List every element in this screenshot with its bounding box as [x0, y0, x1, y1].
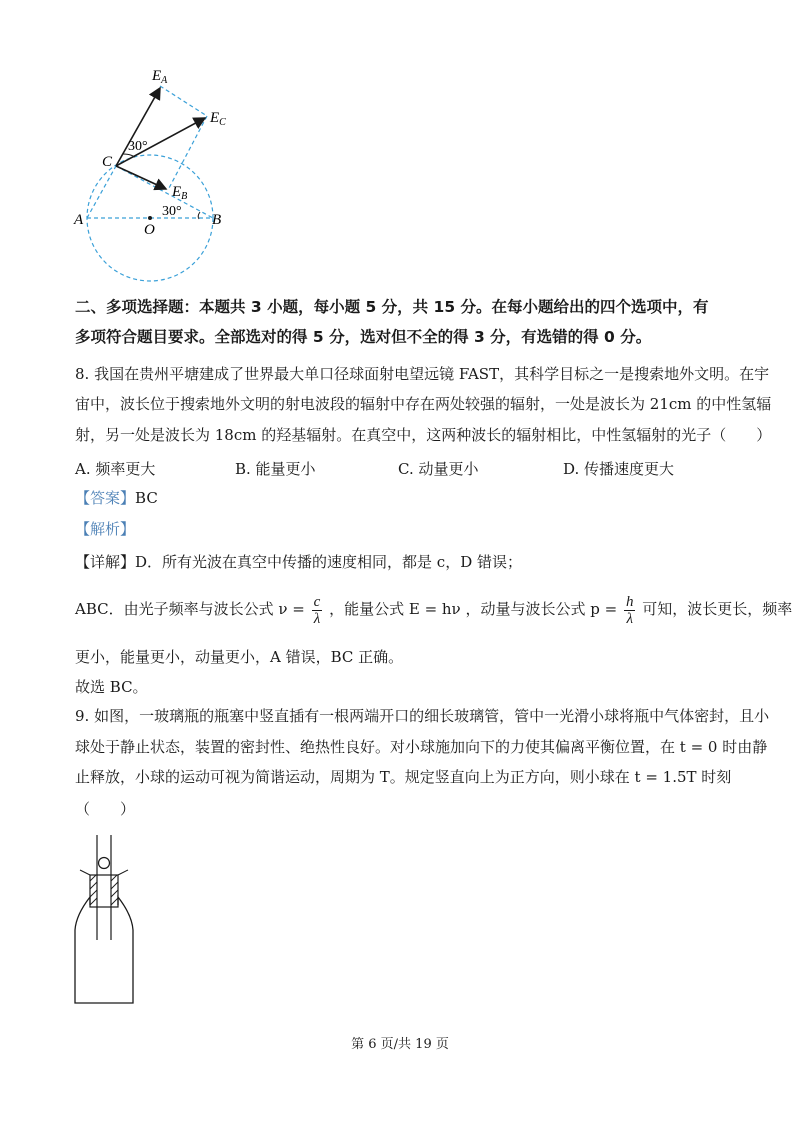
- q8-answer: [75, 488, 158, 508]
- q8-line2: 宙中，波长位于搜索地外文明的射电波段的辐射中存在两处较强的辐射，一处是波长为 21cm 的中性氢辐: [75, 395, 772, 413]
- label-eb: E: [172, 184, 182, 200]
- q8-detail-line2: [75, 591, 792, 627]
- answer-value: BC: [135, 489, 158, 507]
- section-heading-line2: 多项符合题目要求。全部选对的得 5 分，选对但不全的得 3 分，有选错的得 0 分。: [75, 328, 652, 346]
- detail-text-2a: ABC．由光子频率与波长公式 ν =: [75, 600, 305, 618]
- q9-line2: 球处于静止状态，装置的密封性、绝热性良好。对小球施加向下的力使其偏离平衡位置，在 t = 0 时由静: [75, 738, 768, 756]
- q9-line4: （ ）: [75, 800, 136, 818]
- vector-eb: [116, 166, 166, 189]
- parallelogram-top: [160, 86, 207, 116]
- q9-line3: 止释放，小球的运动可视为简谐运动，周期为 T。规定竖直向上为正方向，则小球在 t = 1.5T 时刻: [75, 768, 732, 786]
- ball: [99, 858, 110, 869]
- detail-tag: 【详解】: [75, 553, 136, 571]
- page-footer: 第 6 页/共 19 页: [351, 1037, 449, 1052]
- section-heading-line1: 二、多项选择题：本题共 3 小题，每小题 5 分，共 15 分。在每小题给出的四个选项中，有: [75, 298, 709, 316]
- q8-option-c: C. 动量更小: [398, 460, 479, 478]
- electric-field-diagram: [60, 60, 260, 290]
- label-angle-top: 30°: [128, 139, 148, 154]
- analysis-tag: 【解析】: [75, 520, 136, 538]
- q8-line1: 8. 我国在贵州平塘建成了世界最大单口径球面射电望远镜 FAST，其科学目标之一是搜索地外文明。在宇: [75, 365, 770, 383]
- label-a: A: [74, 212, 84, 228]
- chord-ac: [87, 166, 116, 218]
- q8-option-a: A. 频率更大: [75, 460, 156, 478]
- label-angle-bottom: 30°: [162, 204, 182, 219]
- detail-text-2c: 可知，波长更长，频率: [642, 600, 793, 618]
- label-c: C: [102, 154, 113, 170]
- label-ec: E: [210, 110, 220, 126]
- q8-conclusion: 故选 BC。: [75, 678, 148, 696]
- label-b: B: [212, 212, 222, 228]
- detail-text-1: D．所有光波在真空中传播的速度相同，都是 c，D 错误；: [135, 553, 523, 571]
- svg-text:EB: $E_B$: [172, 184, 188, 202]
- fraction-c-over-lambda: $\frac{c}{\lambda}$: [313, 593, 321, 627]
- center-dot: [148, 216, 152, 220]
- q8-line3: 射，另一处是波长为 18cm 的羟基辐射。在真空中，这两种波长的辐射相比，中性氢辐射的光子（ ）: [75, 426, 772, 444]
- fraction-h-over-lambda: $\frac{h}{\lambda}$: [625, 593, 634, 627]
- q8-detail-line1: [75, 552, 522, 572]
- q8-analysis: [75, 519, 135, 539]
- answer-tag: 【答案】: [75, 489, 136, 507]
- svg-text:EC: $E_C$: [210, 110, 226, 128]
- detail-text-2b: ，能量公式 E = hν ，动量与波长公式 p =: [329, 600, 618, 618]
- label-ea: E: [152, 68, 162, 84]
- angle-arc-c: [123, 154, 135, 157]
- label-o: O: [144, 222, 155, 238]
- q8-option-b: B. 能量更小: [235, 460, 316, 478]
- q8-detail-line3: 更小，能量更小，动量更小，A 错误，BC 正确。: [75, 648, 404, 666]
- q9-line1: 9. 如图，一玻璃瓶的瓶塞中竖直插有一根两端开口的细长玻璃管，管中一光滑小球将瓶中气体密封，且小: [75, 707, 770, 725]
- q8-option-d: D. 传播速度更大: [563, 460, 675, 478]
- svg-text:EA: $E_A$: [152, 68, 168, 86]
- bottle-diagram: [70, 835, 140, 1010]
